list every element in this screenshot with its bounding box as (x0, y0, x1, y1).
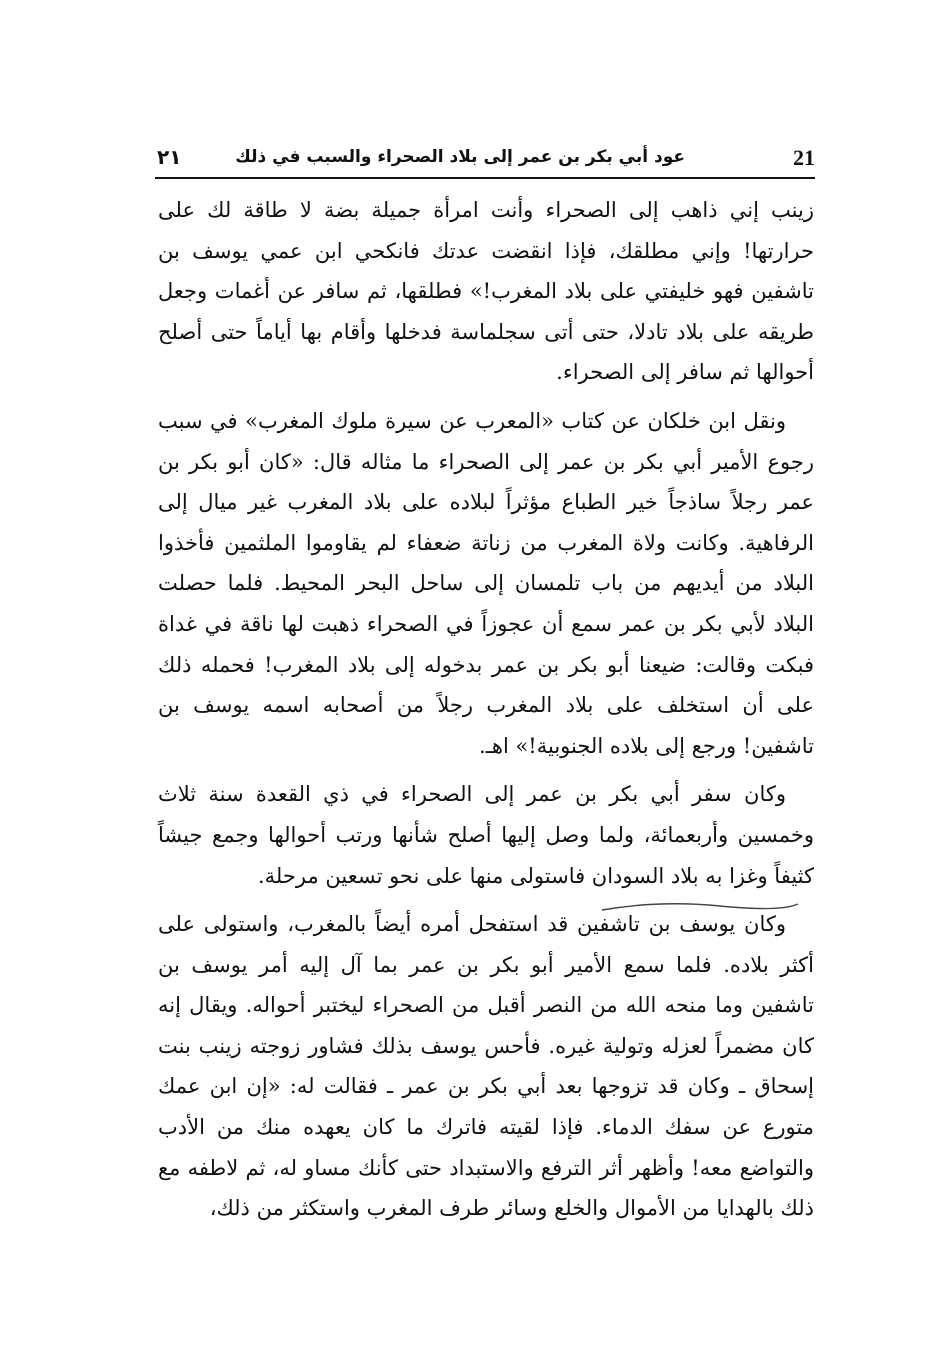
page-number-arabic: ٢١ (157, 145, 182, 169)
paragraph: ونقل ابن خلكان عن كتاب «المعرب عن سيرة ملوك المغرب» في سبب رجوع الأمير أبي بكر بن عمر إلى الصحراء ما مثاله قال: «كان أبو بكر بن عمر رجلاً ساذجاً خير الطباع مؤثراً لبلاده على بلاد المغرب غير ميال إلى الرفاهية. وكانت ولاة المغرب من زناتة ضعفاء لم يقاوموا الملثمين فأخذوا البلاد من أيديهم من باب تلمسان إلى ساحل البحر المحيط. فلما حصلت البلاد لأبي بكر بن عمر سمع أن عجوزاً في الصحراء ذهبت لها ناقة في غداة فبكت وقالت: ضيعنا أبو بكر بن عمر بدخوله إلى بلاد المغرب! فحمله ذلك على أن استخلف على بلاد المغرب رجلاً من أصحابه اسمه يوسف بن تاشفين! ورجع إلى بلاده الجنوبية!» اهـ. (158, 408, 814, 758)
paragraph: زينب إني ذاهب إلى الصحراء وأنت امرأة جميلة بضة لا طاقة لك على حرارتها! وإني مطلقك، فإذا انقضت عدتك فانكحي ابن عمي يوسف بن تاشفين فهو خليفتي على بلاد المغرب!» فطلقها، ثم سافر عن أغمات وجعل طريقه على بلاد تادلا، حتى أتى سجلماسة فدخلها وأقام بها أياماً حتى أصلح أحوالها ثم سافر إلى الصحراء. (158, 198, 814, 385)
paragraph: وكان يوسف بن تاشفين قد استفحل أمره أيضاً بالمغرب، واستولى على أكثر بلاده. فلما سمع الأمير أبو بكر بن عمر بما آل إليه أمر يوسف بن تاشفين وما منحه الله من النصر أقبل من الصحراء ليختبر أحواله. ويقال إنه كان مضمراً لعزله وتولية غيره. فأحس يوسف بذلك فشاور زوجته زينب بنت إسحاق ـ وكان قد تزوجها بعد أبي بكر بن عمر ـ فقالت له: «إن ابن عمك متورع عن سفك الدماء. فإذا لقيته فاترك ما كان يعهده منك من الأدب والتواضع معه! وأظهر أثر الترفع والاستبداد حتى كأنك مساو له، ثم لاطفه مع ذلك بالهدايا من الأموال والخلع وسائر طرف المغرب واستكثر من ذلك، (158, 912, 814, 1221)
page-number-latin: 21 (793, 145, 815, 170)
paragraph: وكان سفر أبي بكر بن عمر إلى الصحراء في ذي القعدة سنة ثلاث وخمسين وأربعمائة، ولما وصل إليها أصلح شأنها ورتب أحوالها وجمع جيشاً كثيفاً وغزا به بلاد السودان فاستولى منها على نحو تسعين مرحلة. (158, 782, 814, 888)
page-header (155, 143, 815, 179)
running-title: عود أبي بكر بن عمر إلى بلاد الصحراء والسبب في ذلك (235, 147, 685, 167)
pencil-underline-mark (600, 900, 800, 914)
body-text (158, 190, 814, 1237)
